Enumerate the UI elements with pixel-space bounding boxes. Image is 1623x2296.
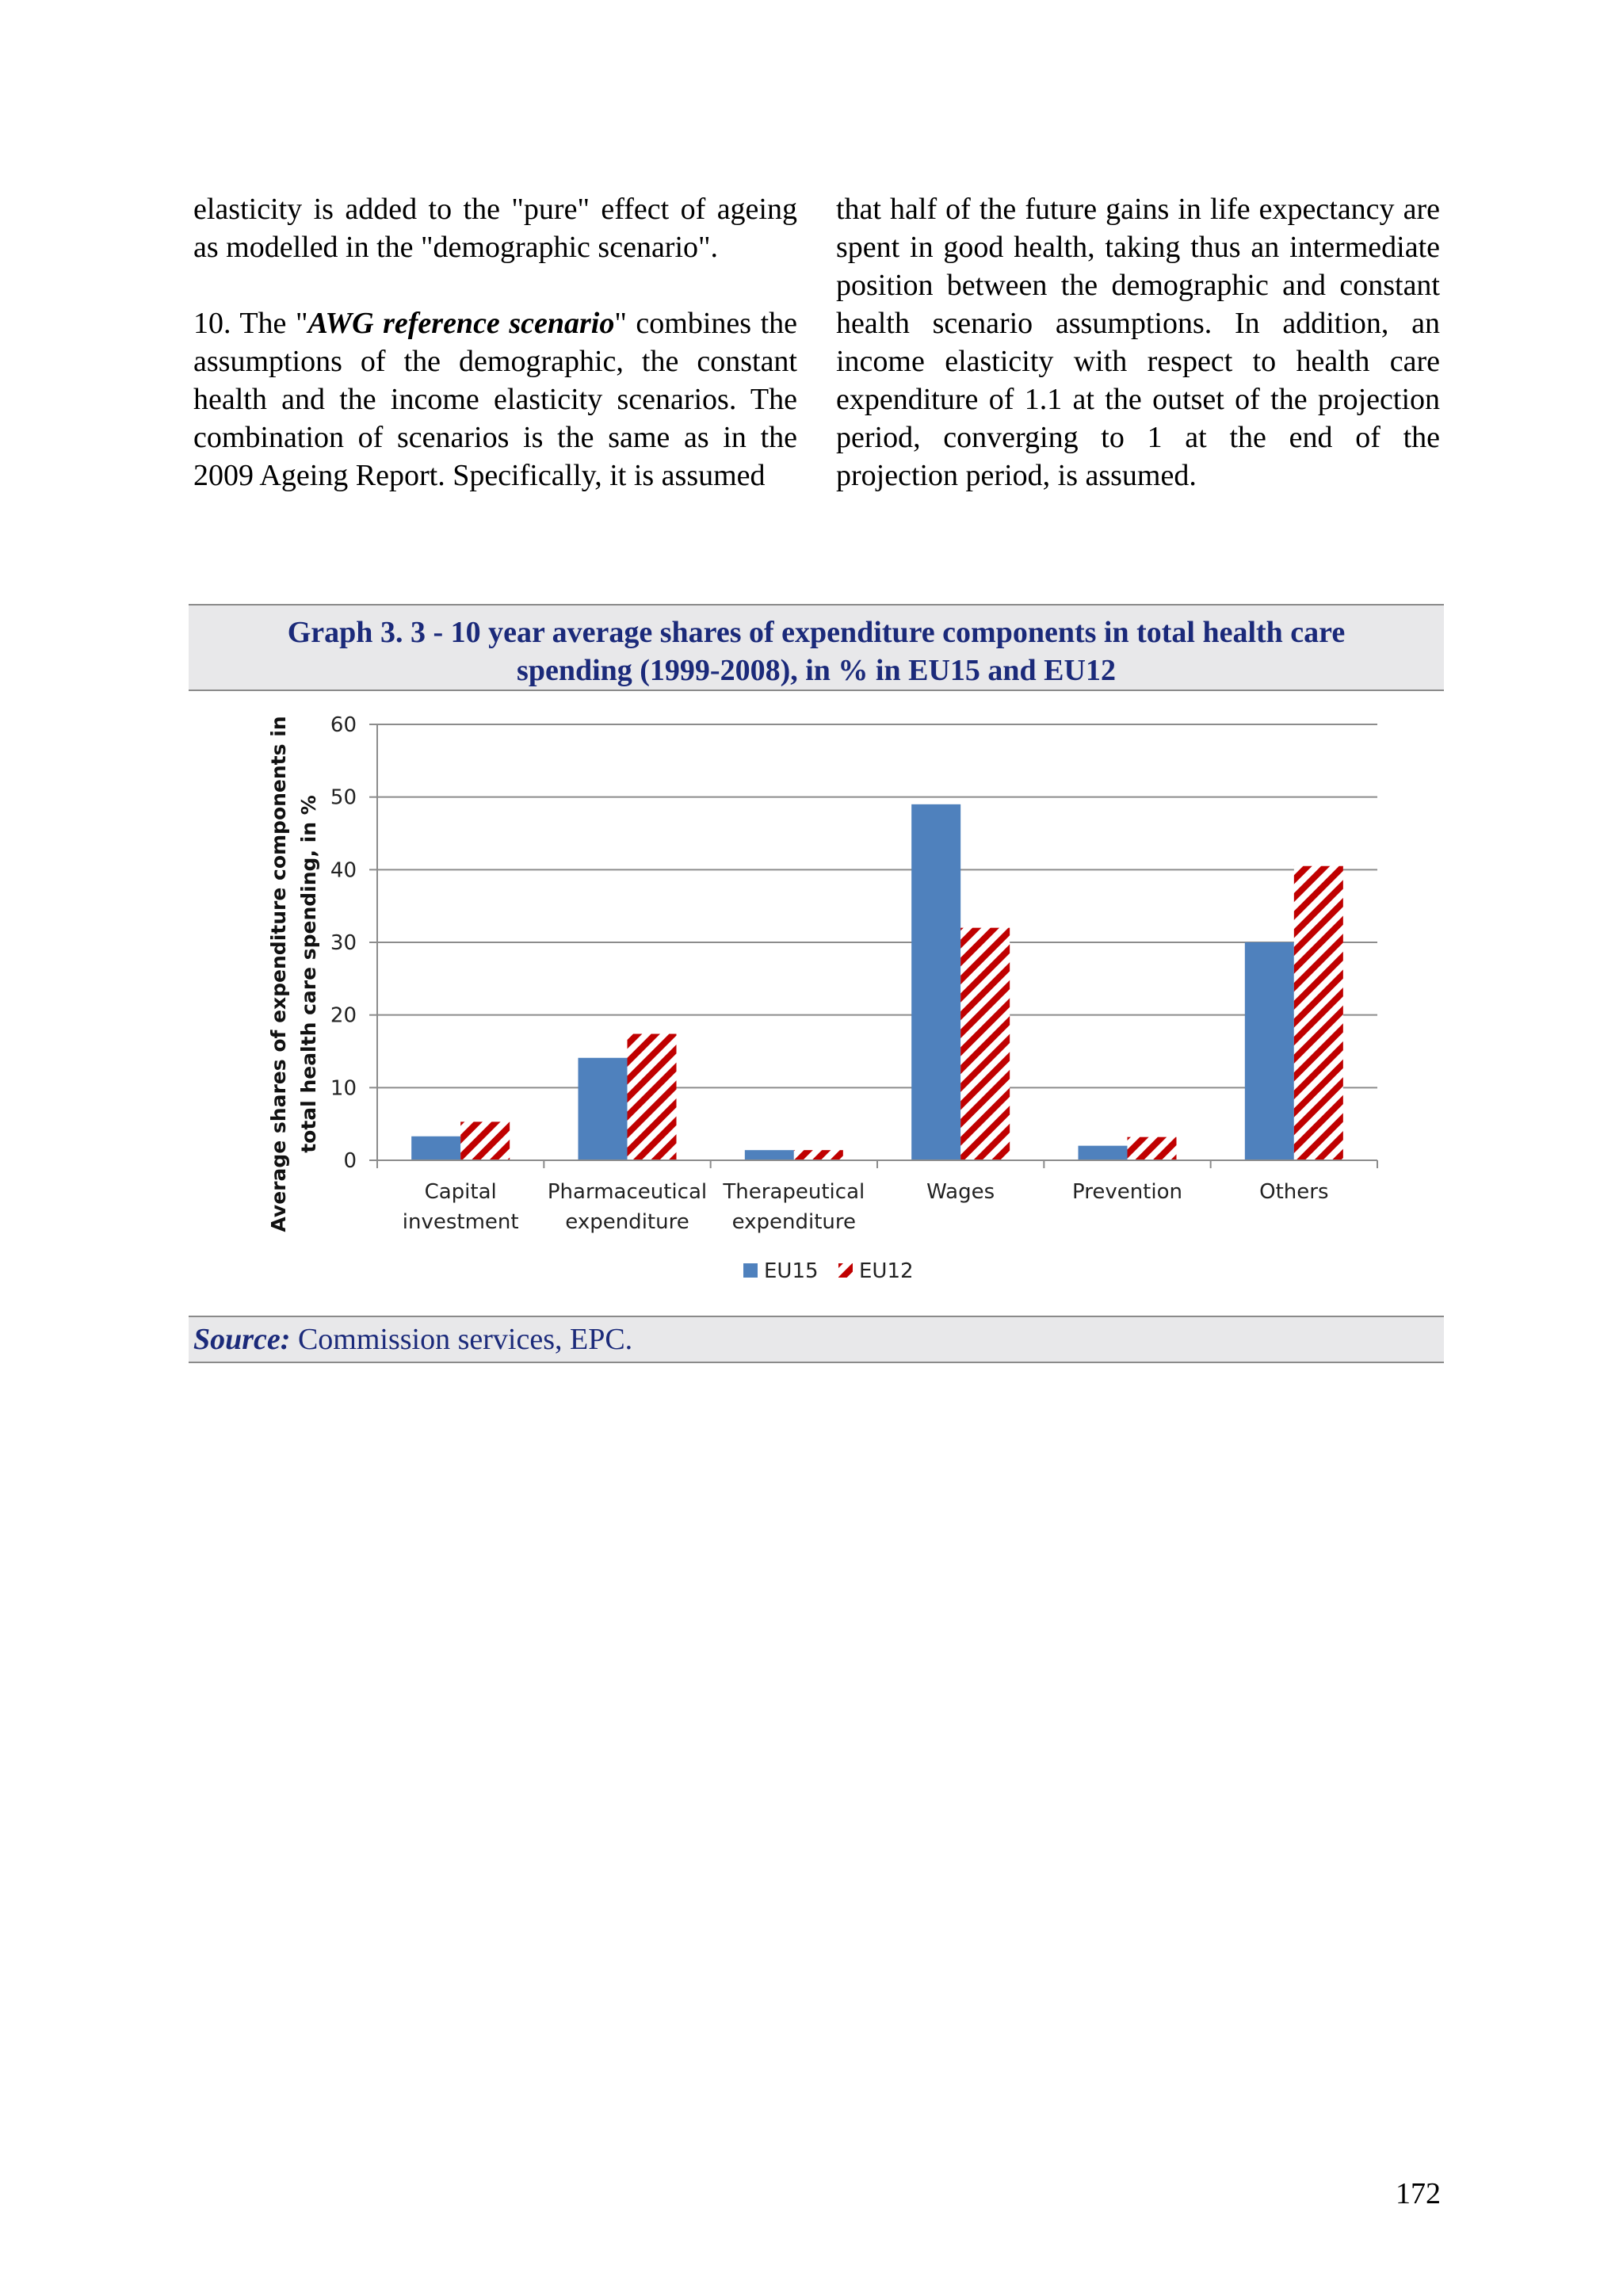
bar-eu12 <box>628 1034 677 1161</box>
x-category-label: Wages <box>926 1180 995 1204</box>
legend-swatch-eu12 <box>838 1263 853 1278</box>
x-category-label: investment <box>402 1210 519 1234</box>
gridlines <box>377 724 1377 1087</box>
x-category-label: Capital <box>424 1180 497 1204</box>
y-tick-label: 50 <box>330 785 357 810</box>
x-category-label: expenditure <box>731 1210 857 1234</box>
graph-title-line-1: Graph 3. 3 - 10 year average shares of expenditure components in total health care <box>287 616 1346 649</box>
bar-eu12 <box>1128 1137 1177 1160</box>
legend-swatch-eu15 <box>743 1263 758 1278</box>
y-tick-label: 20 <box>330 1003 357 1028</box>
source-bar <box>189 1316 1444 1363</box>
paragraph-rest: combines the assumptions of the demographic, the constant health and the income elasticity scenarios. The combination of scenarios is the same as in the 2009 Ageing Report. Specifically, it is assumed <box>193 307 797 492</box>
x-category-label: expenditure <box>565 1210 689 1234</box>
bar-eu15 <box>1245 942 1294 1160</box>
bar-eu15 <box>911 804 960 1160</box>
paragraph-number: 10. The <box>193 307 296 340</box>
y-tick-label: 30 <box>330 931 357 955</box>
bars <box>411 804 1343 1160</box>
x-category-label: Therapeutical <box>723 1180 865 1204</box>
bar-eu12 <box>794 1150 843 1160</box>
right-paragraph-1: that half of the future gains in life expectancy are spent in good health, taking thus an intermediate position between the demographic and constant health scenario assumptions. In addition, an income elasticity with respect to health care expenditure of 1.1 at the outset of the projection period, converging to 1 at the end of the projection period, is assumed. <box>836 193 1440 492</box>
x-category-label: Prevention <box>1071 1180 1183 1204</box>
bar-eu12 <box>460 1121 510 1160</box>
y-axis-title-line-2: total health care spending, in % <box>297 795 320 1153</box>
source-note <box>193 1322 632 1357</box>
legend <box>743 1259 914 1283</box>
source-label: Source: <box>193 1323 291 1356</box>
bar-eu12 <box>1294 866 1343 1160</box>
right-column <box>836 190 1440 495</box>
quote-close: " <box>614 307 627 340</box>
legend-label-eu15: EU15 <box>764 1259 819 1283</box>
x-category-label: Others <box>1259 1180 1329 1204</box>
bar-eu15 <box>579 1058 628 1160</box>
graph-title <box>189 613 1444 690</box>
graph-title-line-2: spending (1999-2008), in % in EU15 and EU12 <box>517 654 1116 687</box>
y-tick-label: 60 <box>330 713 357 737</box>
bar-eu15 <box>745 1150 794 1160</box>
quote-open: " <box>295 307 308 340</box>
left-paragraph-2 <box>193 304 797 495</box>
x-category-label: Pharmaceutical <box>547 1180 708 1204</box>
y-axis-title-line-1: Average shares of expenditure components in <box>267 716 290 1232</box>
y-tick-label: 40 <box>330 858 357 883</box>
bar-eu12 <box>960 928 1010 1160</box>
bar-chart <box>189 690 1444 1308</box>
legend-label-eu12: EU12 <box>859 1259 914 1283</box>
y-tick-label: 10 <box>330 1076 357 1101</box>
page-number: 172 <box>1396 2177 1441 2210</box>
source-text: Commission services, EPC. <box>290 1323 633 1356</box>
bar-eu15 <box>1079 1146 1128 1160</box>
axes <box>369 724 1377 1168</box>
graph-title-bar <box>189 604 1444 691</box>
awg-scenario-emphasis: AWG reference scenario <box>307 307 615 340</box>
y-tick-label: 0 <box>343 1149 357 1173</box>
bar-eu15 <box>411 1137 460 1160</box>
left-column <box>193 190 797 495</box>
left-paragraph-1: elasticity is added to the "pure" effect of ageing as modelled in the "demographic scenario". <box>193 193 797 264</box>
